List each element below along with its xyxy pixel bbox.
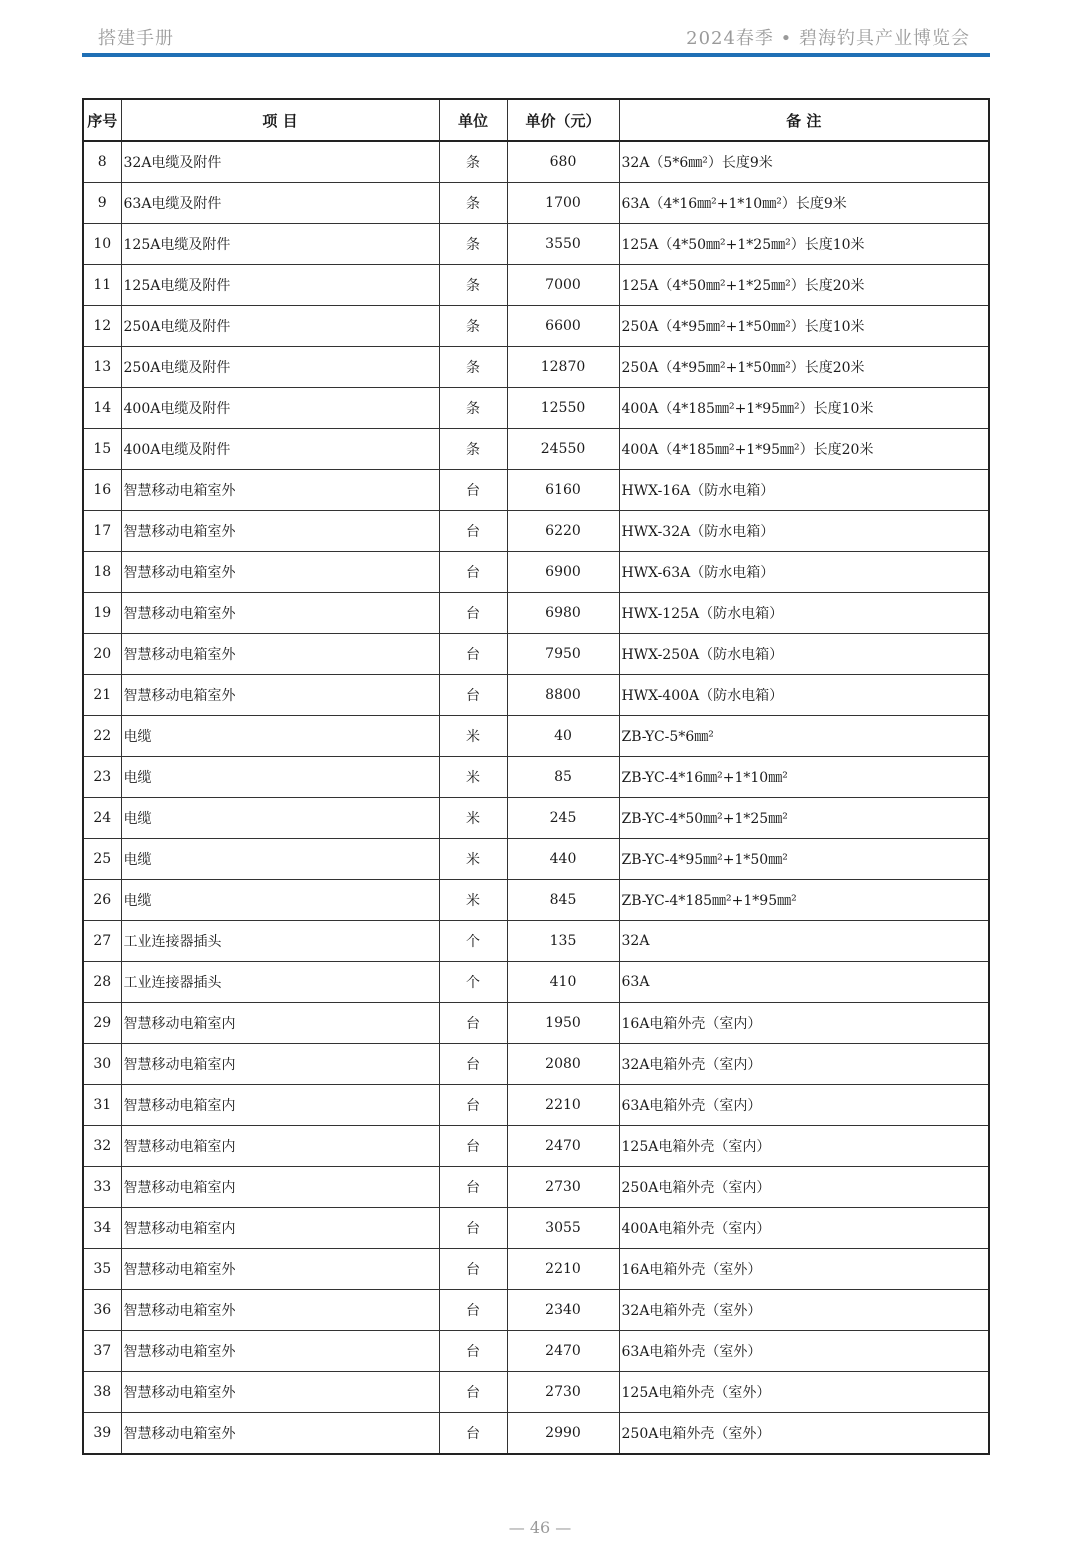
row-unit: 条 [439, 224, 507, 265]
row-seq: 19 [83, 593, 121, 634]
row-item: 电缆 [121, 798, 439, 839]
row-unit: 条 [439, 141, 507, 183]
row-unit: 米 [439, 757, 507, 798]
row-note: ZB-YC-4*16㎜²+1*10㎜² [619, 757, 989, 798]
row-item: 智慧移动电箱室内 [121, 1003, 439, 1044]
row-seq: 28 [83, 962, 121, 1003]
table-row [83, 1003, 989, 1044]
row-note: ZB-YC-4*50㎜²+1*25㎜² [619, 798, 989, 839]
table-row [83, 839, 989, 880]
row-note: HWX-32A（防水电箱） [619, 511, 989, 552]
row-note: 63A（4*16㎜²+1*10㎜²）长度9米 [619, 183, 989, 224]
table-body [83, 141, 989, 1454]
row-price: 440 [507, 839, 619, 880]
row-seq: 16 [83, 470, 121, 511]
row-seq: 31 [83, 1085, 121, 1126]
row-note: HWX-250A（防水电箱） [619, 634, 989, 675]
row-seq: 30 [83, 1044, 121, 1085]
row-note: 32A电箱外壳（室外） [619, 1290, 989, 1331]
row-item: 125A电缆及附件 [121, 224, 439, 265]
row-unit: 台 [439, 1167, 507, 1208]
row-unit: 个 [439, 962, 507, 1003]
row-item: 智慧移动电箱室内 [121, 1167, 439, 1208]
row-item: 智慧移动电箱室外 [121, 1372, 439, 1413]
row-item: 智慧移动电箱室外 [121, 1331, 439, 1372]
row-unit: 台 [439, 1126, 507, 1167]
row-unit: 条 [439, 347, 507, 388]
row-seq: 37 [83, 1331, 121, 1372]
row-item: 智慧移动电箱室外 [121, 593, 439, 634]
row-unit: 个 [439, 921, 507, 962]
running-header-left: 搭建手册 [98, 28, 174, 49]
row-note: HWX-63A（防水电箱） [619, 552, 989, 593]
row-item: 智慧移动电箱室外 [121, 1413, 439, 1455]
row-seq: 35 [83, 1249, 121, 1290]
row-item: 智慧移动电箱室内 [121, 1126, 439, 1167]
table-row [83, 306, 989, 347]
table-row [83, 634, 989, 675]
row-price: 2470 [507, 1126, 619, 1167]
row-item: 63A电缆及附件 [121, 183, 439, 224]
row-item: 工业连接器插头 [121, 921, 439, 962]
table-row [83, 1085, 989, 1126]
row-price: 135 [507, 921, 619, 962]
running-header-right: 2024春季 • 碧海钓具产业博览会 [686, 28, 970, 49]
row-price: 2990 [507, 1413, 619, 1455]
column-header-unit: 单位 [439, 99, 507, 141]
row-price: 8800 [507, 675, 619, 716]
row-price: 6980 [507, 593, 619, 634]
row-price: 6600 [507, 306, 619, 347]
row-seq: 39 [83, 1413, 121, 1455]
row-price: 680 [507, 141, 619, 183]
table-row [83, 757, 989, 798]
row-price: 845 [507, 880, 619, 921]
table-row [83, 141, 989, 183]
row-unit: 米 [439, 839, 507, 880]
row-unit: 台 [439, 1290, 507, 1331]
row-seq: 33 [83, 1167, 121, 1208]
header-rule [82, 53, 990, 57]
row-item: 400A电缆及附件 [121, 388, 439, 429]
row-seq: 11 [83, 265, 121, 306]
row-unit: 台 [439, 634, 507, 675]
table-row [83, 1167, 989, 1208]
row-seq: 27 [83, 921, 121, 962]
row-item: 工业连接器插头 [121, 962, 439, 1003]
row-unit: 台 [439, 552, 507, 593]
row-price: 2210 [507, 1249, 619, 1290]
row-seq: 24 [83, 798, 121, 839]
row-price: 410 [507, 962, 619, 1003]
row-unit: 台 [439, 675, 507, 716]
column-header-seq: 序号 [83, 99, 121, 141]
row-item: 32A电缆及附件 [121, 141, 439, 183]
table-row [83, 1331, 989, 1372]
row-price: 3550 [507, 224, 619, 265]
row-price: 7000 [507, 265, 619, 306]
row-note: 400A（4*185㎜²+1*95㎜²）长度10米 [619, 388, 989, 429]
row-seq: 10 [83, 224, 121, 265]
table-row [83, 552, 989, 593]
row-price: 6900 [507, 552, 619, 593]
row-seq: 22 [83, 716, 121, 757]
table-row [83, 921, 989, 962]
row-price: 24550 [507, 429, 619, 470]
row-price: 12870 [507, 347, 619, 388]
row-seq: 29 [83, 1003, 121, 1044]
row-note: 63A电箱外壳（室外） [619, 1331, 989, 1372]
row-item: 智慧移动电箱室外 [121, 675, 439, 716]
row-note: 125A电箱外壳（室外） [619, 1372, 989, 1413]
row-item: 250A电缆及附件 [121, 306, 439, 347]
row-seq: 12 [83, 306, 121, 347]
row-price: 7950 [507, 634, 619, 675]
row-item: 智慧移动电箱室外 [121, 511, 439, 552]
row-unit: 条 [439, 306, 507, 347]
row-seq: 9 [83, 183, 121, 224]
column-header-item: 项 目 [121, 99, 439, 141]
row-seq: 15 [83, 429, 121, 470]
table-row [83, 1413, 989, 1455]
row-note: 250A电箱外壳（室外） [619, 1413, 989, 1455]
row-unit: 条 [439, 388, 507, 429]
row-note: 125A电箱外壳（室内） [619, 1126, 989, 1167]
row-seq: 8 [83, 141, 121, 183]
row-unit: 条 [439, 183, 507, 224]
table-row [83, 347, 989, 388]
row-item: 电缆 [121, 757, 439, 798]
row-unit: 米 [439, 798, 507, 839]
row-price: 1700 [507, 183, 619, 224]
row-price: 40 [507, 716, 619, 757]
row-note: ZB-YC-5*6㎜² [619, 716, 989, 757]
row-item: 125A电缆及附件 [121, 265, 439, 306]
row-seq: 34 [83, 1208, 121, 1249]
row-note: 32A（5*6㎜²）长度9米 [619, 141, 989, 183]
row-note: 125A（4*50㎜²+1*25㎜²）长度20米 [619, 265, 989, 306]
row-note: HWX-125A（防水电箱） [619, 593, 989, 634]
table-row [83, 593, 989, 634]
column-header-note: 备 注 [619, 99, 989, 141]
row-seq: 38 [83, 1372, 121, 1413]
table-row [83, 224, 989, 265]
row-seq: 36 [83, 1290, 121, 1331]
row-unit: 台 [439, 470, 507, 511]
row-seq: 21 [83, 675, 121, 716]
table-row [83, 675, 989, 716]
table-row [83, 1126, 989, 1167]
price-table [82, 98, 990, 1455]
row-price: 2340 [507, 1290, 619, 1331]
row-item: 智慧移动电箱室外 [121, 1290, 439, 1331]
table-row [83, 1208, 989, 1249]
row-unit: 台 [439, 511, 507, 552]
row-unit: 台 [439, 1372, 507, 1413]
row-seq: 13 [83, 347, 121, 388]
row-price: 2730 [507, 1372, 619, 1413]
row-seq: 25 [83, 839, 121, 880]
table-row [83, 962, 989, 1003]
row-unit: 米 [439, 716, 507, 757]
row-seq: 20 [83, 634, 121, 675]
row-seq: 17 [83, 511, 121, 552]
row-item: 400A电缆及附件 [121, 429, 439, 470]
row-item: 智慧移动电箱室外 [121, 1249, 439, 1290]
row-price: 2080 [507, 1044, 619, 1085]
row-item: 电缆 [121, 716, 439, 757]
row-unit: 米 [439, 880, 507, 921]
row-unit: 台 [439, 1413, 507, 1455]
row-note: 16A电箱外壳（室内） [619, 1003, 989, 1044]
table-row [83, 1372, 989, 1413]
table-row [83, 1044, 989, 1085]
table-row [83, 265, 989, 306]
row-unit: 台 [439, 1044, 507, 1085]
row-unit: 台 [439, 1003, 507, 1044]
row-price: 6160 [507, 470, 619, 511]
row-unit: 台 [439, 593, 507, 634]
row-item: 智慧移动电箱室内 [121, 1208, 439, 1249]
row-unit: 台 [439, 1085, 507, 1126]
row-unit: 台 [439, 1331, 507, 1372]
table-row [83, 429, 989, 470]
row-note: 32A [619, 921, 989, 962]
row-item: 智慧移动电箱室内 [121, 1085, 439, 1126]
row-note: 16A电箱外壳（室外） [619, 1249, 989, 1290]
row-price: 12550 [507, 388, 619, 429]
row-item: 电缆 [121, 880, 439, 921]
row-note: 125A（4*50㎜²+1*25㎜²）长度10米 [619, 224, 989, 265]
row-seq: 23 [83, 757, 121, 798]
row-seq: 32 [83, 1126, 121, 1167]
row-note: 250A（4*95㎜²+1*50㎜²）长度20米 [619, 347, 989, 388]
row-price: 2730 [507, 1167, 619, 1208]
table-row [83, 716, 989, 757]
row-price: 1950 [507, 1003, 619, 1044]
row-note: ZB-YC-4*185㎜²+1*95㎜² [619, 880, 989, 921]
table-row [83, 1249, 989, 1290]
row-note: 32A电箱外壳（室内） [619, 1044, 989, 1085]
table-row [83, 388, 989, 429]
column-header-price: 单价（元） [507, 99, 619, 141]
row-seq: 14 [83, 388, 121, 429]
row-seq: 18 [83, 552, 121, 593]
row-price: 6220 [507, 511, 619, 552]
row-note: 63A [619, 962, 989, 1003]
table-row [83, 798, 989, 839]
row-item: 智慧移动电箱室外 [121, 552, 439, 593]
row-unit: 条 [439, 429, 507, 470]
row-price: 3055 [507, 1208, 619, 1249]
row-note: HWX-400A（防水电箱） [619, 675, 989, 716]
row-price: 2470 [507, 1331, 619, 1372]
row-note: 400A（4*185㎜²+1*95㎜²）长度20米 [619, 429, 989, 470]
row-note: 250A（4*95㎜²+1*50㎜²）长度10米 [619, 306, 989, 347]
row-item: 250A电缆及附件 [121, 347, 439, 388]
table-row [83, 183, 989, 224]
table-row [83, 1290, 989, 1331]
row-note: 63A电箱外壳（室内） [619, 1085, 989, 1126]
row-note: HWX-16A（防水电箱） [619, 470, 989, 511]
table-row [83, 511, 989, 552]
row-price: 85 [507, 757, 619, 798]
row-unit: 台 [439, 1249, 507, 1290]
row-item: 智慧移动电箱室外 [121, 470, 439, 511]
table-header-row [83, 99, 989, 141]
table-row [83, 470, 989, 511]
row-price: 2210 [507, 1085, 619, 1126]
row-note: ZB-YC-4*95㎜²+1*50㎜² [619, 839, 989, 880]
row-item: 智慧移动电箱室外 [121, 634, 439, 675]
row-unit: 条 [439, 265, 507, 306]
page-number: — 46 — [508, 1518, 572, 1537]
table-row [83, 880, 989, 921]
row-seq: 26 [83, 880, 121, 921]
row-unit: 台 [439, 1208, 507, 1249]
row-note: 400A电箱外壳（室内） [619, 1208, 989, 1249]
row-item: 智慧移动电箱室内 [121, 1044, 439, 1085]
row-item: 电缆 [121, 839, 439, 880]
row-note: 250A电箱外壳（室内） [619, 1167, 989, 1208]
row-price: 245 [507, 798, 619, 839]
